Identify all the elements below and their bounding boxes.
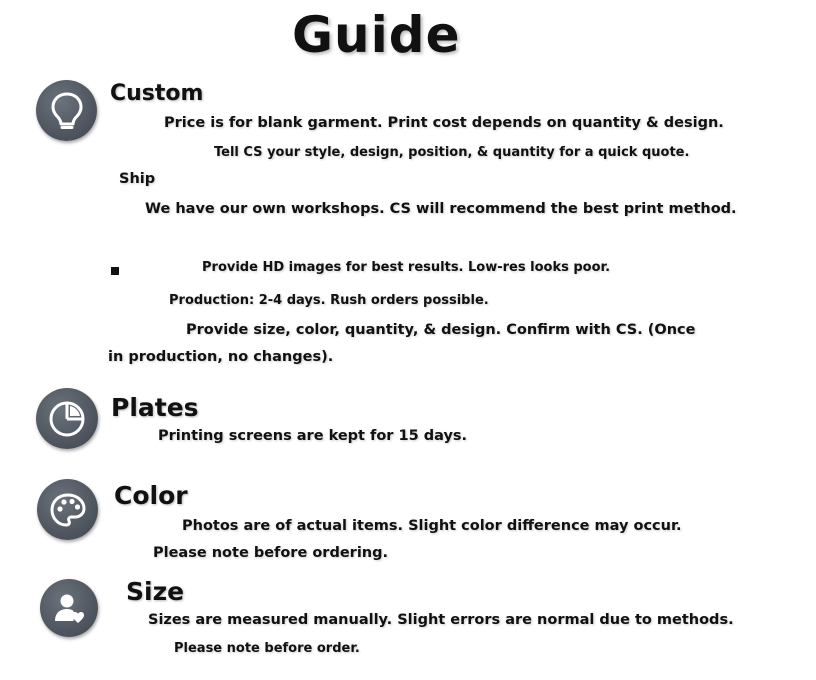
bullet-square	[111, 267, 119, 275]
user-heart-icon	[40, 579, 98, 637]
custom-line-4: Provide HD images for best results. Low-res looks poor.	[202, 260, 611, 275]
section-heading-custom: Custom	[110, 81, 204, 106]
custom-line-ship: Ship	[119, 171, 156, 187]
section-heading-plates: Plates	[111, 393, 199, 422]
section-heading-color: Color	[114, 481, 188, 510]
custom-line-2: Tell CS your style, design, position, & quantity for a quick quote.	[214, 145, 690, 160]
palette-icon	[37, 479, 98, 540]
page-title: Guide	[292, 6, 461, 64]
size-line-1: Sizes are measured manually. Slight errors are normal due to methods.	[148, 612, 734, 628]
lightbulb-icon	[36, 80, 97, 141]
custom-line-3: We have our own workshops. CS will recommend the best print method.	[145, 201, 737, 217]
custom-line-7: in production, no changes).	[108, 349, 334, 365]
size-line-2: Please note before order.	[174, 641, 360, 656]
pie-chart-icon	[36, 388, 98, 449]
color-line-2: Please note before ordering.	[153, 545, 389, 561]
custom-line-6: Provide size, color, quantity, & design. Confirm with CS. (Once	[186, 322, 696, 338]
plates-line-1: Printing screens are kept for 15 days.	[158, 428, 468, 444]
color-line-1: Photos are of actual items. Slight color difference may occur.	[182, 518, 682, 534]
custom-line-1: Price is for blank garment. Print cost depends on quantity & design.	[164, 115, 724, 131]
section-heading-size: Size	[126, 577, 185, 606]
custom-line-5: Production: 2-4 days. Rush orders possible.	[169, 293, 489, 308]
